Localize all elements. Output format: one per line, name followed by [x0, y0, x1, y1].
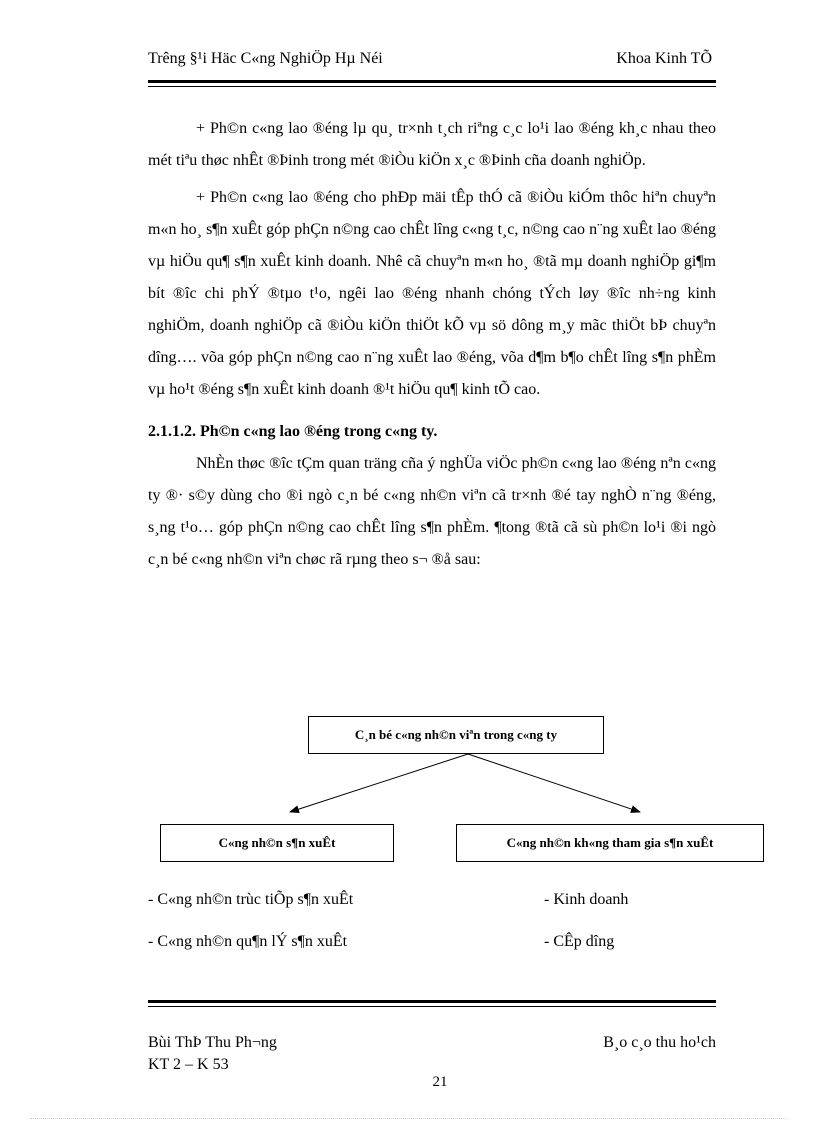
- paragraph-2: + Ph©n c«ng lao ®éng cho phÐp mäi tÊp thÓ cã ®iÒu kiÓm thôc hiªn chuyªn m«n ho¸ s¶n xuÊt góp phÇn n©ng cao chÊt lîng c«ng t¸c, n©ng cao n¨ng xuÊt lao ®éng vµ hiÖu qu¶ s¶n xuÊt kinh doanh. Nhê cã chuyªn m«n ho¸ ®tã mµ doanh nghiÖp gi¶m bít ®îc chi phÝ ®tµo t¹o, ngêi lao ®éng nhanh chóng tÝch løy ®îc nh÷ng kinh nghiÖm, doanh nghiÖp cã ®iÒu kiÖn thiÖt kÕ vµ sö dông m¸y mãc thiÖt bÞ chuyªn dîng…. võa góp phÇn n©ng cao n¨ng xuÊt lao ®éng, võa d¶m b¶o chÊt lîng s¶n phÈm vµ ho¹t ®éng s¶n xuÊt kinh doanh ®¹t hiÖu qu¶ kinh tÕ cao.: [148, 189, 716, 398]
- footer-rule-thick: [148, 1000, 716, 1003]
- diagram-box-production-workers: C«ng nh©n s¶n xuÊt: [160, 824, 394, 862]
- list-left-item-2: - C«ng nh©n qu¶n lÝ s¶n xuÊt: [148, 933, 348, 950]
- page-bottom-divider: [30, 1118, 786, 1119]
- header-school: Trêng §¹i Häc C«ng NghiÖp Hµ Néi: [148, 50, 383, 67]
- footer-rule-thin: [148, 1006, 716, 1007]
- arrow-to-left-box: [290, 754, 468, 812]
- footer-class: KT 2 – K 53: [148, 1056, 229, 1073]
- list-right-item-1: - Kinh doanh: [544, 891, 629, 908]
- header-faculty: Khoa Kinh TÕ: [616, 50, 712, 67]
- diagram-box-non-production-workers: C«ng nh©n kh«ng tham gia s¶n xuÊt: [456, 824, 764, 862]
- footer-author: Bùi ThÞ Thu Ph¬ng: [148, 1034, 277, 1051]
- diagram-box-all-staff: C¸n bé c«ng nh©n viªn trong c«ng ty: [308, 716, 604, 754]
- page-number: 21: [432, 1074, 448, 1090]
- list-left-item-1: - C«ng nh©n trùc tiÕp s¶n xuÊt: [148, 891, 354, 908]
- paragraph-1: + Ph©n c«ng lao ®éng lµ qu¸ tr×nh t¸ch riªng c¸c lo¹i lao ®éng kh¸c nhau theo mét tiªu thøc nhÊt ®Þinh trong mét ®iÒu kiÖn x¸c ®Þinh cña doanh nghiÖp.: [148, 120, 716, 169]
- footer-report-title: B¸o c¸o thu ho¹ch: [603, 1034, 716, 1051]
- section-heading: 2.1.1.2. Ph©n c«ng lao ®éng trong c«ng ty.: [148, 423, 438, 440]
- list-right-item-2: - CÊp dîng: [544, 933, 615, 950]
- arrow-to-right-box: [468, 754, 640, 812]
- paragraph-3: NhÈn thøc ®îc tÇm quan träng cña ý nghÜa viÖc ph©n c«ng lao ®éng nªn c«ng ty ®· s©y dùng cho ®i ngò c¸n bé c«ng nh©n viªn cã tr×nh ®é tay nghÒ n¨ng ®éng, s¸ng t¹o… góp phÇn n©ng cao chÊt lîng s¶n phÈm. ¶tong ®tã cã sù ph©n lo¹i ®i ngò c¸n bé c«ng nh©n viªn chøc rã rµng theo s¬ ®å sau:: [148, 455, 716, 568]
